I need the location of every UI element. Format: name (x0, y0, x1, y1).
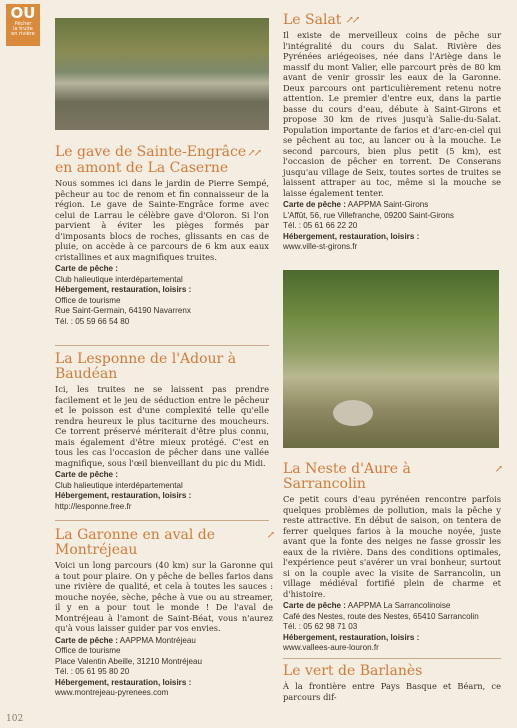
article-body: Ce petit cours d'eau pyrénéen rencontre parfois quelques problèmes de pollution, mais la pêche y reste attractive. En début de saison, on tentera de ferrer quelques farios à la mouche noyée, juste avant que la fonte des neiges ne fasse grossir les eaux de la rivière. Dans des conditions optimales, l'expérience peut s'avérer un vrai bonheur, surtout si on la couple avec la visite de Sarrancolin, un village médiéval fortifié plein de charme et d'histoire. (283, 494, 501, 599)
value: AAPPMA Montréjeau (119, 635, 196, 645)
label: Carte de pêche : (283, 601, 346, 610)
label: Carte de pêche : (55, 264, 118, 273)
address: L'Affût, 56, rue Villefranche, 09200 Saint-Girons (283, 210, 454, 220)
title-text: La Lesponne de l'Adour à Baudéan (55, 351, 237, 382)
website-link[interactable]: www.ville-st-girons.fr (283, 242, 358, 251)
label: Hébergement, restauration, loisirs : (55, 491, 192, 500)
fishing-card (55, 264, 269, 275)
address: Café des Nestes, route des Nestes, 65410 Sarrancolin (283, 611, 479, 621)
logo-line-3: en rivière (11, 31, 35, 37)
phone: Tél. : 05 61 95 80 20 (55, 667, 130, 676)
logo-line-2: la truite (13, 26, 33, 32)
river-photo-1 (55, 18, 269, 130)
article-title (283, 462, 501, 492)
article-le-vert-de-barlanes (283, 664, 501, 702)
label: Hébergement, restauration, loisirs : (55, 285, 192, 294)
label: Carte de pêche : (283, 200, 346, 209)
value: Club halieutique interdépartemental (55, 274, 183, 284)
title-text: La Garonne en aval de Montréjeau (55, 527, 216, 558)
website-link[interactable]: www.montrejeau-pyrenees.com (55, 688, 169, 697)
article-le-salat (283, 13, 501, 253)
fish-icon: ↗↗ (246, 148, 261, 159)
office: Office de tourisme (55, 646, 121, 655)
article-title (55, 528, 273, 558)
article-la-neste-d-aure (283, 462, 501, 654)
page-number: 102 (6, 714, 24, 724)
title-text: Le Salat (283, 12, 342, 28)
article-title (55, 145, 269, 176)
value: Office de tourisme (55, 295, 121, 305)
article-la-lesponne (55, 352, 269, 512)
value: AAPPMA Saint-Girons (347, 200, 429, 209)
value: AAPPMA La Sarrancolinoise (347, 601, 451, 610)
article-body: Nous sommes ici dans le jardin de Pierre Sempé, pêcheur au toc de renom et fin connaisseur de la région. Le gave de Sainte-Engrâce forme avec celui de Larrau le célèbre gave d'Oloron. Si l'on parvient à éviter les pièges formés par d'imposants blocs de roches, glissants en cas de pluie, on accède à ce parcours de 6 km aux eaux cristallines et aux magnifiques truites. (55, 178, 269, 262)
lodging (55, 678, 273, 689)
article-la-garonne (55, 528, 273, 699)
lodging (55, 285, 269, 296)
label: Hébergement, restauration, loisirs : (55, 677, 192, 687)
divider (55, 520, 269, 521)
title-line-1: Le gave de Sainte-Engrâce (55, 144, 247, 160)
website-link[interactable]: http://lesponne.free.fr (55, 501, 132, 511)
article-body: Ici, les truites ne se laissent pas prendre facilement et le jeu de séduction entre le pêcheur et le poisson est d'une complexité telle qu'elle rendra heureux le plus taciturne des moucheurs. Ce torrent préservé mériterait d'être plus connu, mais également d'être mieux protégé. C'est en tous les cas l'occasion de pêcher dans une vallée magnifique, sous l'œil bienveillant du pic du Midi. (55, 384, 269, 468)
phone: Tél. : 05 62 98 71 03 (283, 622, 358, 631)
phone: Tél. : 05 59 66 54 80 (55, 316, 130, 326)
title-text: La Neste d'Aure à Sarrancolin (283, 461, 411, 492)
lodging (283, 232, 501, 243)
article-title (283, 664, 501, 679)
divider (55, 345, 269, 346)
article-body: Voici un long parcours (40 km) sur la Garonne qui a tout pour plaire. On y pêche de belles farios dans une rivière de qualité, et cela à toutes les sauces : mouche noyée, sèche, pêche à vue ou au streamer, il y en a pour tout le monde ! De l'aval de Montréjeau à l'amont de Saint-Béat, vous n'aurez qu'à vous laisser guider par vos envies. (55, 560, 273, 633)
fish-icon: ↗ (266, 530, 273, 541)
address: Place Valentin Abeille, 31210 Montréjeau (55, 656, 202, 666)
article-body: À la frontière entre Pays Basque et Béarn, ce parcours dif- (283, 681, 501, 702)
phone: Tél. : 05 61 66 22 20 (283, 221, 358, 230)
divider (283, 658, 501, 659)
lodging (283, 633, 501, 644)
title-text: Le vert de Barlanès (283, 663, 423, 679)
article-title (283, 13, 501, 28)
fishing-card (283, 200, 501, 211)
lodging (55, 491, 269, 502)
rock-shape (333, 400, 373, 426)
fishing-card (283, 601, 501, 612)
fish-icon: ↗↗ (345, 15, 359, 26)
article-body: Il existe de merveilleux coins de pêche sur l'intégralité du cours du Salat. Rivière des Pyrénées ariégeoises, née dans l'Ariège dans le massif du mont Valier, elle parcourt près de 80 km avant de venir grossir les eaux de la Garonne. Deux parcours ont particulièrement retenu notre attention. Le premier d'entre eux, dans la partie basse du cours d'eau, débute à Saint-Girons et propose 30 km de rives jusqu'à Salie-du-Salat. Population importante de farios et d'arc-en-ciel qui se pêchent au toc, au lancer ou à la mouche. Le second parcours, bien plus petit (5 km), est l'occasion de pêcher en torrent. De Conserans jusqu'au village de Seix, toutes sortes de truites se laissent attraper au toc, même si la mouche se laisse également tenter. (283, 30, 501, 198)
logo-text: OU (10, 4, 36, 22)
value: Club halieutique interdépartemental (55, 480, 183, 490)
fishing-card (55, 636, 273, 647)
magazine-logo (6, 4, 40, 46)
river-photo-2 (283, 270, 499, 448)
website-link[interactable]: www.vallees-aure-louron.fr (283, 643, 379, 652)
fishing-card (55, 470, 269, 481)
label: Hébergement, restauration, loisirs : (283, 632, 420, 642)
article-gave-sainte-engrace (55, 145, 269, 327)
label: Carte de pêche : (55, 635, 118, 645)
article-title (55, 352, 269, 382)
logo-line-1: Pêcher (14, 21, 32, 27)
title-line-2: en amont de La Caserne (55, 160, 229, 176)
fish-icon: ↗ (494, 464, 501, 475)
label: Carte de pêche : (55, 470, 118, 479)
address: Rue Saint-Germain, 64190 Navarrenx (55, 306, 191, 315)
label: Hébergement, restauration, loisirs : (283, 231, 420, 241)
